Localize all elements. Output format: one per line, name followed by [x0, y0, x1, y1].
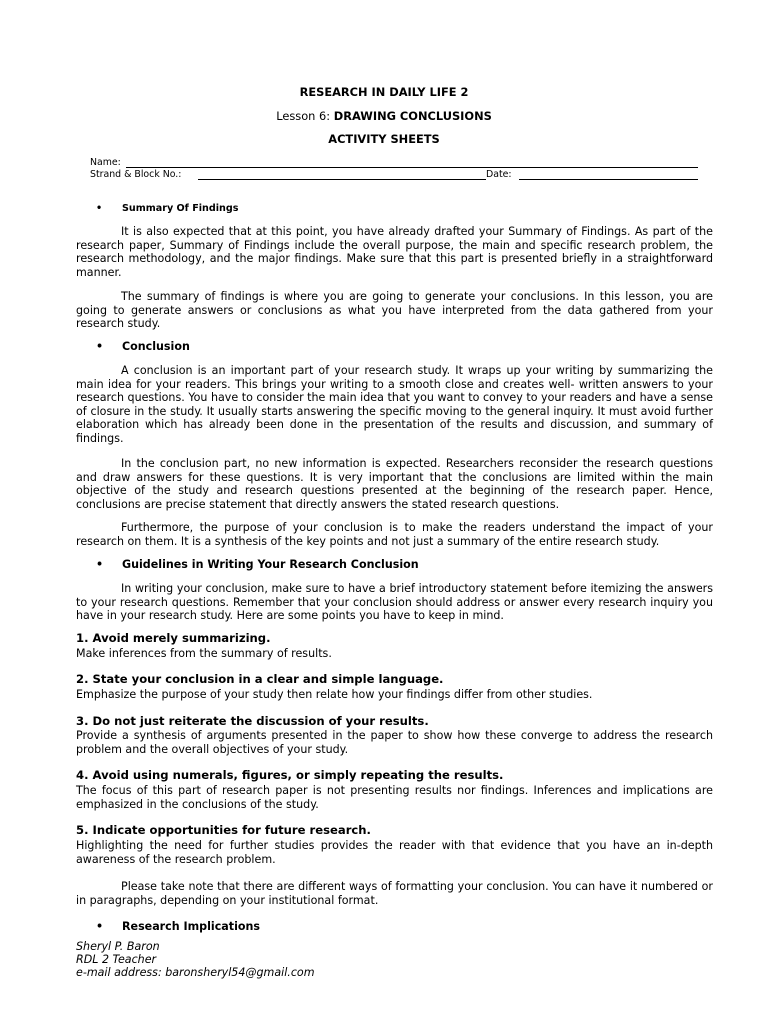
document-title: RESEARCH IN DAILY LIFE 2: [299, 85, 469, 99]
name-label: Name:: [90, 157, 121, 168]
conclusion-paragraph-1: A conclusion is an important part of your research study. It wraps up your writing by summarizing the main idea for your readers. This brings your writing to a smooth close and creates well- written answers to your research questions. You have to consider the main idea that you want to convey to your readers and have a sense of closure in the study. It usually starts answering the specific moving to the general inquiry. It must avoid further elaboration which has already been done in the presentation of the results and discussion, and summary of findings.: [76, 364, 713, 445]
name-field[interactable]: [90, 157, 700, 169]
bullet-icon: •: [96, 920, 104, 933]
conclusion-paragraph-3: Furthermore, the purpose of your conclusion is to make the readers understand the impact of your research on them. It is a synthesis of the key points and not just a summary of the entire research study.: [76, 521, 713, 548]
date-label: Date:: [486, 169, 512, 180]
date-underline: [519, 179, 698, 180]
summary-paragraph-2: The summary of findings is where you are going to generate your conclusions. In this lesson, you are going to generate answers or conclusions as what you have interpreted from the data gathered from your research study.: [76, 290, 713, 331]
guidelines-paragraph: In writing your conclusion, make sure to have a brief introductory statement before itemizing the answers to your research questions. Remember that your conclusion should address or answer every research inquiry you have in your research study. Here are some points you have to keep in mind.: [76, 582, 713, 623]
document-subtitle: ACTIVITY SHEETS: [328, 132, 440, 146]
guideline-4-heading: 4. Avoid using numerals, figures, or simply repeating the results.: [76, 768, 504, 782]
guideline-4-text: The focus of this part of research paper is not presenting results nor findings. Inferences and implications are emphasized in the conclusions of the study.: [76, 784, 713, 811]
conclusion-paragraph-2: In the conclusion part, no new information is expected. Researchers reconsider the research questions and draw answers for these questions. It is very important that the conclusions are limited within the main objective of the study and research questions presented at the beginning of the research paper. Hence, conclusions are precise statement that directly answers the stated research questions.: [76, 457, 713, 511]
footer-email: e-mail address: baronsheryl54@gmail.com: [76, 966, 315, 979]
guidelines-heading: • Guidelines in Writing Your Research Conclusion: [96, 558, 419, 571]
footer-role: RDL 2 Teacher: [76, 953, 157, 966]
name-underline: [126, 167, 698, 168]
bullet-icon: •: [96, 203, 103, 214]
implications-heading: • Research Implications: [96, 920, 261, 933]
guideline-3-text: Provide a synthesis of arguments presented in the paper to show how these converge to address the research problem and the overall objectives of your study.: [76, 729, 713, 756]
summary-paragraph-1: It is also expected that at this point, you have already drafted your Summary of Findings. As part of the research paper, Summary of Findings include the overall purpose, the main and specific research problem, the research methodology, and the major findings. Make sure that this part is presented briefly in a straightforward manner.: [76, 225, 713, 279]
lesson-prefix: Lesson 6:: [276, 109, 334, 123]
conclusion-heading: • Conclusion: [96, 340, 190, 353]
summary-heading: • Summary Of Findings: [96, 203, 239, 214]
guideline-5-heading: 5. Indicate opportunities for future research.: [76, 823, 371, 837]
closing-paragraph: Please take note that there are different ways of formatting your conclusion. You can have it numbered or in paragraphs, depending on your institutional format.: [76, 880, 713, 907]
strand-block-field[interactable]: [90, 169, 700, 181]
footer-author: Sheryl P. Baron: [76, 940, 160, 953]
guideline-5-text: Highlighting the need for further studies provides the reader with that evidence that you have an in-depth awareness of the research problem.: [76, 839, 713, 866]
guideline-2-heading: 2. State your conclusion in a clear and simple language.: [76, 672, 444, 686]
lesson-line: [0, 110, 768, 124]
guideline-1-heading: 1. Avoid merely summarizing.: [76, 631, 271, 645]
guideline-2-text: Emphasize the purpose of your study then relate how your findings differ from other studies.: [76, 688, 593, 701]
strand-label: Strand & Block No.:: [90, 169, 182, 180]
guideline-3-heading: 3. Do not just reiterate the discussion of your results.: [76, 714, 429, 728]
lesson-title: DRAWING CONCLUSIONS: [333, 109, 492, 123]
strand-underline: [198, 179, 486, 180]
bullet-icon: •: [96, 340, 104, 353]
guideline-1-text: Make inferences from the summary of results.: [76, 647, 332, 660]
bullet-icon: •: [96, 558, 104, 571]
